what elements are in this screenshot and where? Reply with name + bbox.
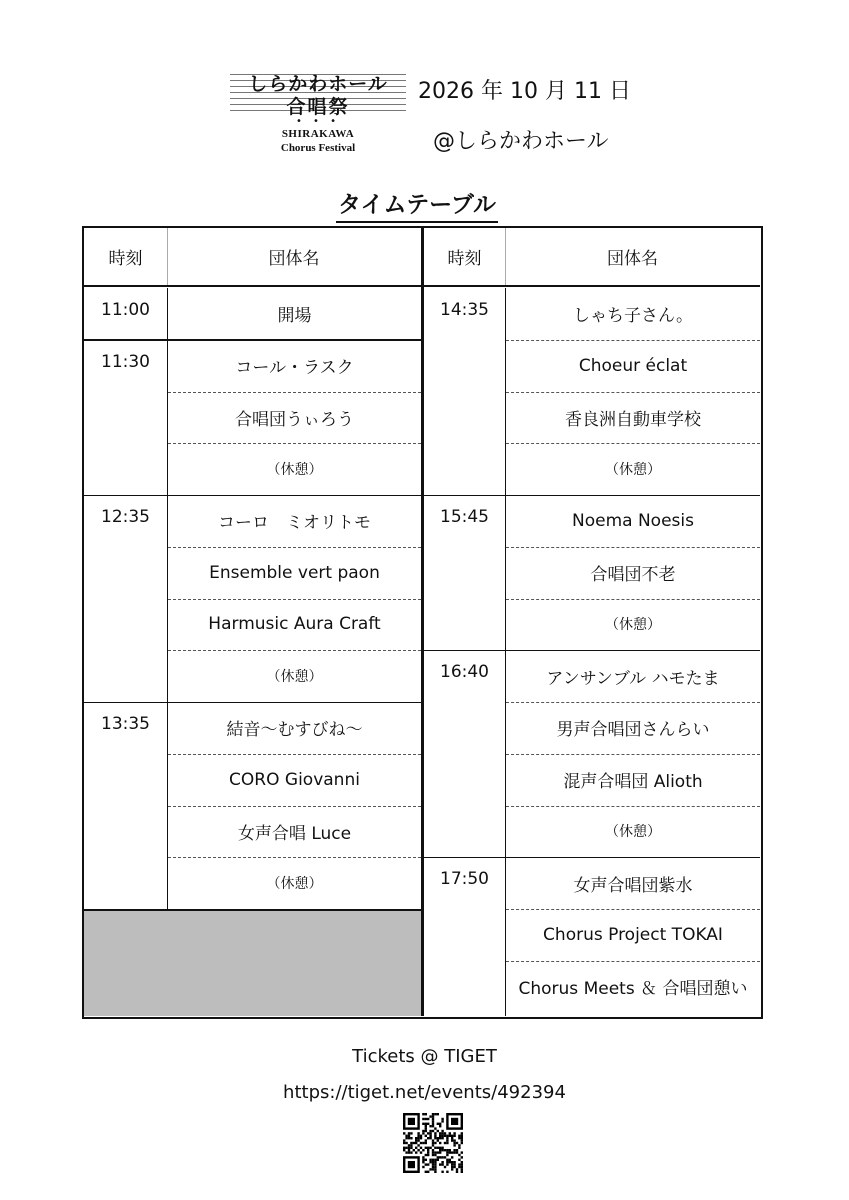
left-row-divider [168,857,421,858]
event-date: 2026 年 10 月 11 日 [418,79,631,104]
right-row-divider [506,599,760,600]
right-row-divider [506,443,760,444]
left-group-name: Harmusic Aura Craft [208,614,381,635]
left-row-divider [168,443,421,444]
left-group-name: 開場 [277,306,312,327]
right-group-name: 男声合唱団さんらい [556,720,710,741]
timetable [82,226,763,1019]
logo-english-line2: Chorus Festival [280,142,356,154]
right-time-slot: 17:50 [440,869,489,890]
header-time-right: 時刻 [447,249,482,269]
header-group-right: 団体名 [607,249,658,269]
left-group-name: コーロ ミオリトモ [218,513,371,534]
left-group-name: （休憩） [266,669,323,686]
right-group-name: アンサンブル ハモたま [546,668,720,689]
logo-title-line1: しらかわホール [248,73,388,95]
left-row-divider [168,754,421,755]
tickets-url[interactable]: https://tiget.net/events/492394 [283,1082,566,1103]
right-row-divider [506,806,760,807]
left-group-name: （休憩） [266,462,323,479]
right-row-divider [506,702,760,703]
right-group-name: 合唱団不老 [590,565,676,586]
right-group-name: 混声合唱団 Alioth [563,772,703,793]
right-group-name: Noema Noesis [572,510,694,531]
left-time-slot: 13:35 [101,714,150,734]
left-group-name: 女声合唱 Luce [237,823,352,844]
right-row-divider [506,961,760,962]
event-venue: @しらかわホール [433,129,609,154]
right-row-divider [506,547,760,548]
right-time-slot: 15:45 [440,507,489,527]
right-row-divider [506,392,760,393]
left-group-name: 結音〜むすびね〜 [226,720,363,741]
left-group-name: （休憩） [266,876,323,893]
left-row-divider [168,547,421,548]
logo-title-line2: 合唱祭 [286,96,350,118]
empty-block [84,911,421,1017]
right-group-name: （休憩） [605,462,661,479]
tickets-label: Tickets @ TIGET [352,1046,497,1067]
left-group-name: コール・ラスク [235,358,354,379]
right-group-name: しゃち子さん。 [572,306,694,327]
logo-english-line1: SHIRAKAWA [281,128,355,140]
right-group-name: Chorus Project TOKAI [543,924,723,945]
right-group-name: 女声合唱団紫水 [573,875,693,896]
right-row-divider [506,340,760,341]
right-time-slot: 14:35 [440,300,489,320]
right-col-divider-header [505,228,506,285]
right-row-divider [506,754,760,755]
left-row-divider [168,392,421,393]
right-time-slot: 16:40 [440,662,489,683]
right-group-name: （休憩） [605,824,661,841]
right-group-name: 香良洲自動車学校 [565,409,701,430]
left-time-slot: 11:30 [101,351,150,372]
left-time-slot: 12:35 [101,507,150,527]
timetable-title: タイムテーブル [336,186,498,223]
right-row-divider [506,909,760,910]
header-group-left: 団体名 [268,249,320,269]
right-group-name: Choeur éclat [578,355,688,376]
logo-dots: • • • [295,116,341,127]
left-time-slot: 11:00 [101,300,150,320]
left-row-divider [168,599,421,600]
right-group-name: Chorus Meets ＆ 合唱団憩い [518,979,748,1000]
qr-code-icon[interactable] [403,1113,463,1173]
left-group-name: 合唱団うぃろう [235,409,354,430]
festival-logo [228,68,408,164]
left-group-name: CORO Giovanni [229,769,360,790]
left-row-divider [168,806,421,807]
left-col-divider-header [167,228,168,285]
left-group-name: Ensemble vert paon [209,562,380,583]
left-row-divider [168,650,421,651]
header-time-left: 時刻 [108,249,143,269]
right-group-name: （休憩） [605,617,661,634]
